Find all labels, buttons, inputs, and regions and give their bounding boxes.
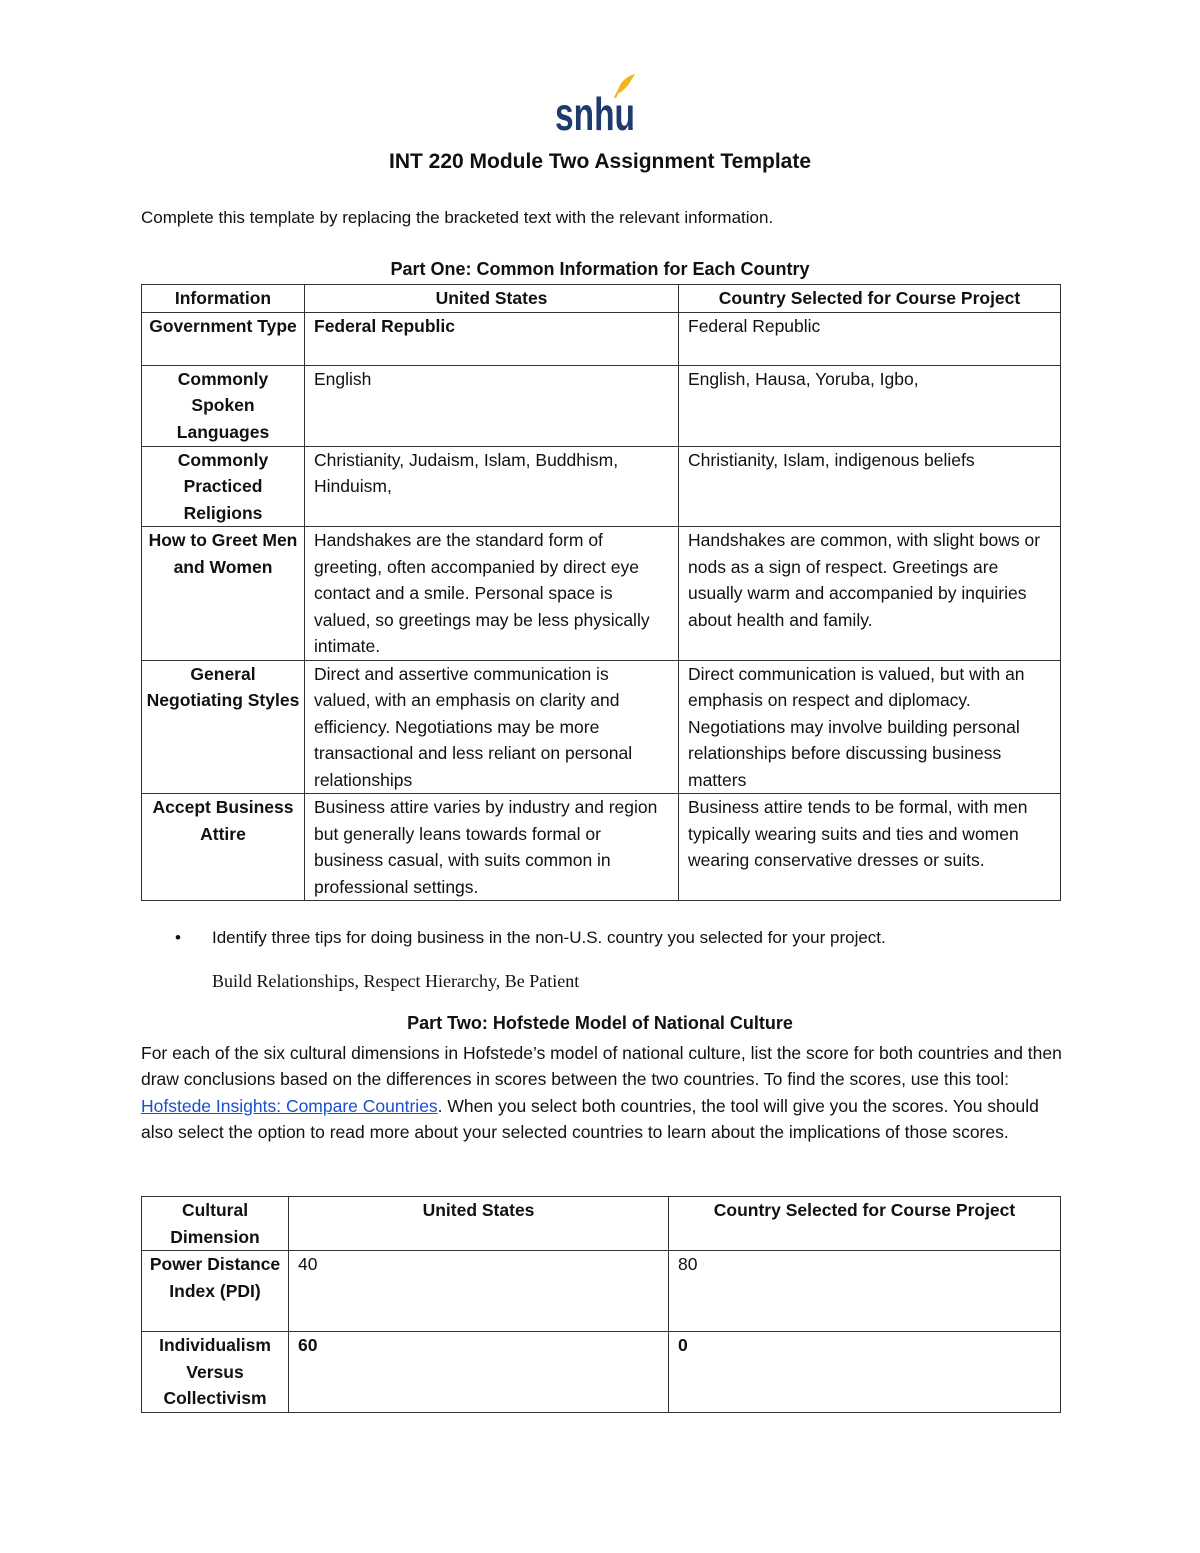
us-cell: Business attire varies by industry and region but generally leans towards formal or business casual, with suits common in professional settings.: [305, 794, 679, 901]
other-cell: Christianity, Islam, indigenous beliefs: [679, 446, 1061, 527]
other-cell: Federal Republic: [679, 312, 1061, 365]
part-two-title: Part Two: Hofstede Model of National Culture: [407, 1013, 793, 1033]
header-us: United States: [289, 1197, 669, 1251]
para-text: . When you select both countries, the tool will give you the scores. You should also select the option to read more about your selected countries to learn about the implications of those scores.: [141, 1095, 1039, 1142]
table-row: [142, 365, 1061, 446]
row-label: Power Distance Index (PDI): [142, 1251, 289, 1332]
us-cell: English: [305, 365, 679, 446]
table-row: [142, 1332, 1061, 1413]
part-two-table: [141, 1196, 1061, 1413]
snhu-logo: [555, 72, 639, 140]
other-cell: 80: [669, 1251, 1061, 1332]
tips-answer: Build Relationships, Respect Hierarchy, Be Patient: [212, 971, 580, 991]
part-two-instructions: [141, 1040, 1066, 1145]
table-row: [142, 446, 1061, 527]
row-label: Accept Business Attire: [142, 794, 305, 901]
table-header-row: [142, 285, 1061, 313]
row-label: How to Greet Men and Women: [142, 527, 305, 661]
bullet-icon: •: [175, 928, 181, 947]
table-row: [142, 660, 1061, 794]
other-cell: Business attire tends to be formal, with men typically wearing suits and ties and women wearing conservative dresses or suits.: [679, 794, 1061, 901]
row-label: Government Type: [142, 312, 305, 365]
row-label: Commonly Spoken Languages: [142, 365, 305, 446]
us-cell: Handshakes are the standard form of greeting, often accompanied by direct eye contact and a smile. Personal space is valued, so greetings may be less physically intimate.: [305, 527, 679, 661]
header-other: Country Selected for Course Project: [669, 1197, 1061, 1251]
other-cell: Handshakes are common, with slight bows or nods as a sign of respect. Greetings are usually warm and accompanied by inquiries about health and family.: [679, 527, 1061, 661]
table-row: [142, 794, 1061, 901]
other-cell: English, Hausa, Yoruba, Igbo,: [679, 365, 1061, 446]
table-row: [142, 527, 1061, 661]
tips-prompt: Identify three tips for doing business in the non-U.S. country you selected for your project.: [212, 928, 886, 947]
us-cell: 40: [289, 1251, 669, 1332]
instructions: Complete this template by replacing the bracketed text with the relevant information.: [141, 208, 774, 227]
us-cell: Direct and assertive communication is valued, with an emphasis on clarity and efficiency. Negotiations may be more transactional and less reliant on personal relationships: [305, 660, 679, 794]
part-one-title: Part One: Common Information for Each Country: [390, 259, 810, 279]
row-label: General Negotiating Styles: [142, 660, 305, 794]
table-row: [142, 1251, 1061, 1332]
hofstede-link[interactable]: Hofstede Insights: Compare Countries: [141, 1095, 438, 1116]
page-title: INT 220 Module Two Assignment Template: [389, 150, 811, 173]
us-cell: Christianity, Judaism, Islam, Buddhism, Hinduism,: [305, 446, 679, 527]
header-us: United States: [305, 285, 679, 313]
table-header-row: [142, 1197, 1061, 1251]
row-label: Commonly Practiced Religions: [142, 446, 305, 527]
row-label: Individualism Versus Collectivism: [142, 1332, 289, 1413]
table-row: [142, 312, 1061, 365]
header-dimension: Cultural Dimension: [142, 1197, 289, 1251]
para-text: For each of the six cultural dimensions in Hofstede’s model of national culture, list the score for both countries and then draw conclusions based on the differences in scores between the two countries. To find the scores, use this tool:: [141, 1043, 1062, 1090]
us-cell: 60: [289, 1332, 669, 1413]
header-other: Country Selected for Course Project: [679, 285, 1061, 313]
part-one-table: [141, 284, 1061, 901]
svg-text:snhu: snhu: [555, 88, 635, 140]
other-cell: Direct communication is valued, but with an emphasis on respect and diplomacy. Negotiations may involve building personal relationships before discussing business matters: [679, 660, 1061, 794]
us-cell: Federal Republic: [305, 312, 679, 365]
other-cell: 0: [669, 1332, 1061, 1413]
header-information: Information: [142, 285, 305, 313]
